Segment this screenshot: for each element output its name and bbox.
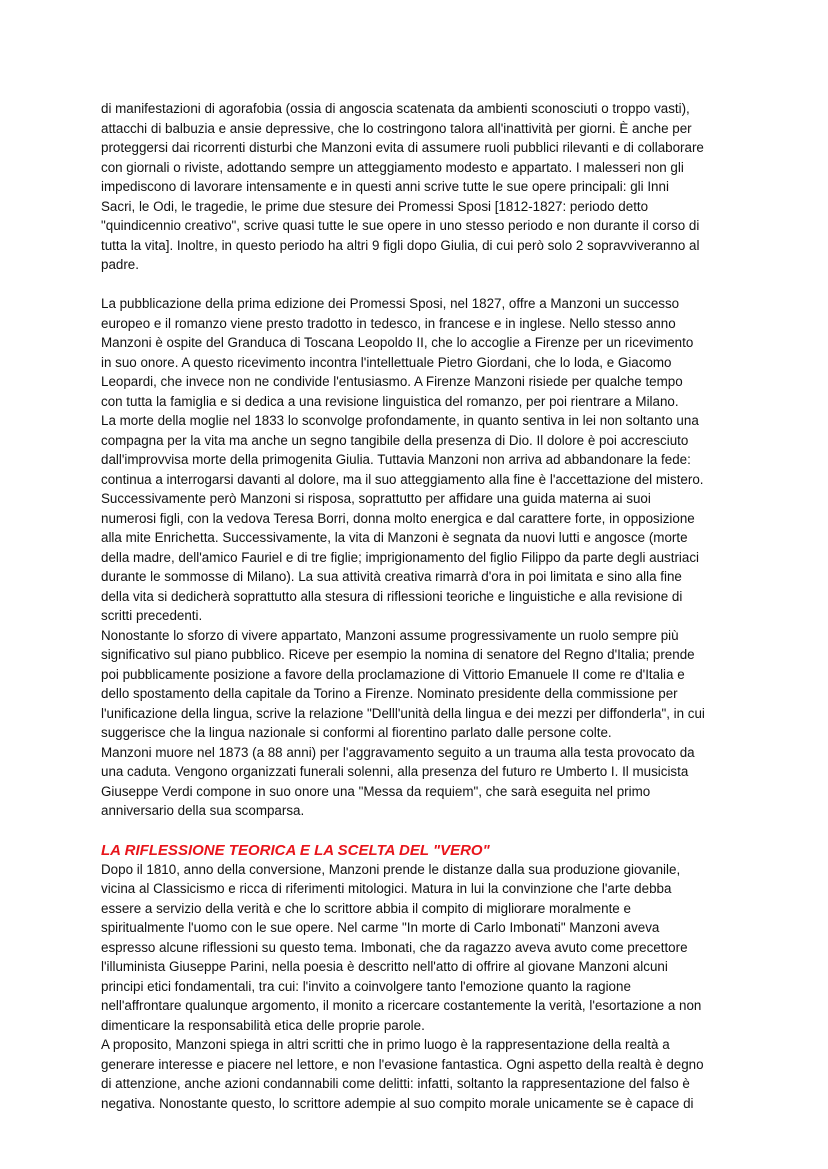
text-line: A proposito, Manzoni spiega in altri scritti che in primo luogo è la rappresentazione della realtà a: [101, 1037, 670, 1052]
text-line: spiritualmente l'uomo con le sue opere. Nel carme "In morte di Carlo Imbonati" Manzoni aveva: [101, 920, 660, 935]
text-line: Dopo il 1810, anno della conversione, Manzoni prende le distanze dalla sua produzione giovanile,: [101, 861, 681, 877]
text-line: continua a interrogarsi davanti al dolore, ma il suo atteggiamento alla fine è l'accettazione del mistero.: [101, 471, 704, 487]
text-line: una caduta. Vengono organizzati funerali solenni, alla presenza del futuro re Umberto I. Il musicista: [101, 764, 689, 779]
text-line: con tutta la famiglia e si dedica a una revisione linguistica del romanzo, per poi rientrare a Milano.: [101, 393, 679, 409]
text-line: significativo sul piano pubblico. Riceve per esempio la nomina di senatore del Regno d'Italia; prende: [101, 647, 695, 662]
text-line: con giornali o riviste, adottando sempre un atteggiamento modesto e appartato. I malesseri non gli: [101, 159, 684, 175]
text-line: Sacri, le Odi, le tragedie, le prime due stesure dei Promessi Sposi [1812-1827: periodo detto: [101, 198, 649, 214]
text-line: di attenzione, anche azioni condannabili come delitti: infatti, soltanto la rappresentazione del falso è: [101, 1076, 690, 1091]
text-line: scritti precedenti.: [101, 608, 203, 623]
text-line: Successivamente però Manzoni si risposa, soprattutto per affidare una guida materna ai suoi: [101, 491, 651, 506]
text-line: La pubblicazione della prima edizione dei Promessi Sposi, nel 1827, offre a Manzoni un successo: [101, 296, 680, 311]
text-line: poi pubblicamente posizione a favore della proclamazione di Vittorio Emanuele II come re d'Italia e: [101, 666, 685, 682]
paragraph-health-and-works: [101, 99, 801, 275]
text-line: anniversario della sua scomparsa.: [101, 803, 305, 818]
text-line: europeo e il romanzo viene presto tradotto in tedesco, in francese e in inglese. Nello stesso anno: [101, 315, 676, 331]
text-line: compagna per la vita ma anche un segno tangibile della presenza di Dio. Il dolore è poi accresciuto: [101, 432, 689, 448]
text-line: principi etici fondamentali, tra cui: l'invito a coinvolgere tanto l'emozione quanto la ragione: [101, 978, 631, 994]
text-line: dall'improvvisa morte della primogenita Giulia. Tuttavia Manzoni non arriva ad abbandonare la fede:: [101, 452, 691, 467]
paragraph-biography: [101, 294, 801, 821]
text-line: Giuseppe Verdi compone in suo onore una "Messa da requiem", che sarà eseguita nel primo: [101, 783, 651, 799]
text-line: proteggersi dai ricorrenti disturbi che Manzoni evita di assumere ruoli pubblici rilevanti e di collaborare: [101, 140, 704, 155]
text-line: Nonostante lo sforzo di vivere appartato, Manzoni assume progressivamente un ruolo sempre più: [101, 627, 679, 643]
text-line: tutta la vita]. Inoltre, in questo periodo ha altri 9 figli dopo Giulia, di cui però solo 2 sopravviveranno al: [101, 237, 700, 253]
text-line: vicina al Classicismo e ricca di riferimenti mitologici. Matura in lui la convinzione che l'arte debba: [101, 881, 672, 896]
text-line: generare interesse e piacere nel lettore, e non l'evasione fantastica. Ogni aspetto della realtà è degno: [101, 1056, 704, 1072]
text-line: padre.: [101, 257, 139, 272]
text-line: di manifestazioni di agorafobia (ossia di angoscia scatenata da ambienti sconosciuti o troppo vasti),: [101, 101, 690, 116]
text-line: alla mite Enrichetta. Successivamente, la vita di Manzoni è segnata da nuovi lutti e angosce (morte: [101, 530, 688, 545]
text-line: attacchi di balbuzia e ansie depressive, che lo costringono talora all'inattività per giorni. È anche per: [101, 120, 692, 136]
text-line: l'unificazione della lingua, scrive la relazione "Delll'unità della lingua e dei mezzi per diffonderla", in cui: [101, 705, 705, 721]
text-line: La morte della moglie nel 1833 lo sconvolge profondamente, in quanto sentiva in lei non soltanto una: [101, 413, 699, 428]
text-line: dello spostamento della capitale da Torino a Firenze. Nominato presidente della commissione per: [101, 686, 678, 701]
document-page: [101, 99, 801, 1113]
text-line: della madre, dell'amico Fauriel e di tre figlie; imprigionamento del figlio Filippo da parte degli austriaci: [101, 549, 699, 565]
text-line: durante le sommosse di Milano). La sua attività creativa rimarrà d'ora in poi limitata e sino alla fine: [101, 569, 682, 584]
text-line: espresso alcune riflessioni su questo tema. Imbonati, che da ragazzo aveva avuto come precettore: [101, 939, 688, 955]
text-line: impediscono di lavorare intensamente e in questi anni scrive tutte le sue opere principali: gli Inni: [101, 179, 669, 194]
text-line: dimenticare la responsabilità etica delle proprie parole.: [101, 1017, 425, 1033]
text-line: Manzoni muore nel 1873 (a 88 anni) per l'aggravamento seguito a un trauma alla testa provocato da: [101, 744, 695, 760]
section-heading: LA RIFLESSIONE TEORICA E LA SCELTA DEL "VERO": [101, 842, 490, 859]
text-line: della vita si dedicherà soprattutto alla stesura di riflessioni teoriche e linguistiche e alla revisione di: [101, 588, 683, 604]
text-line: suggerisce che la lingua nazionale si conformi al fiorentino parlato dalle persone colte.: [101, 725, 612, 740]
text-line: "quindicennio creativo", scrive quasi tutte le sue opere in uno stesso periodo e non durante il corso di: [101, 218, 700, 233]
text-line: essere a servizio della verità e che lo scrittore abbia il compito di migliorare moralmente e: [101, 900, 631, 916]
section-body: [101, 860, 801, 1114]
text-line: in suo onore. A questo ricevimento incontra l'intellettuale Pietro Giordani, che lo loda, e Giacomo: [101, 354, 672, 370]
paragraph-gap: [101, 821, 801, 841]
text-line: negativa. Nonostante questo, lo scrittore adempie al suo compito morale unicamente se è capace di: [101, 1095, 694, 1111]
text-line: l'illuminista Giuseppe Parini, nella poesia è descritto nell'atto di offrire al giovane Manzoni alcuni: [101, 959, 668, 974]
paragraph-gap: [101, 275, 801, 295]
text-line: Leopardi, che invece non ne condivide l'entusiasmo. A Firenze Manzoni risiede per qualche tempo: [101, 374, 683, 389]
text-line: Manzoni è ospite del Granduca di Toscana Leopoldo II, che lo accoglie a Firenze per un ricevimento: [101, 335, 694, 350]
text-line: nell'affrontare qualunque argomento, il monito a ricercare costantemente la verità, l'esortazione a non: [101, 998, 702, 1013]
text-line: numerosi figli, con la vedova Teresa Borri, donna molto energica e dal carattere forte, in opposizione: [101, 510, 695, 526]
